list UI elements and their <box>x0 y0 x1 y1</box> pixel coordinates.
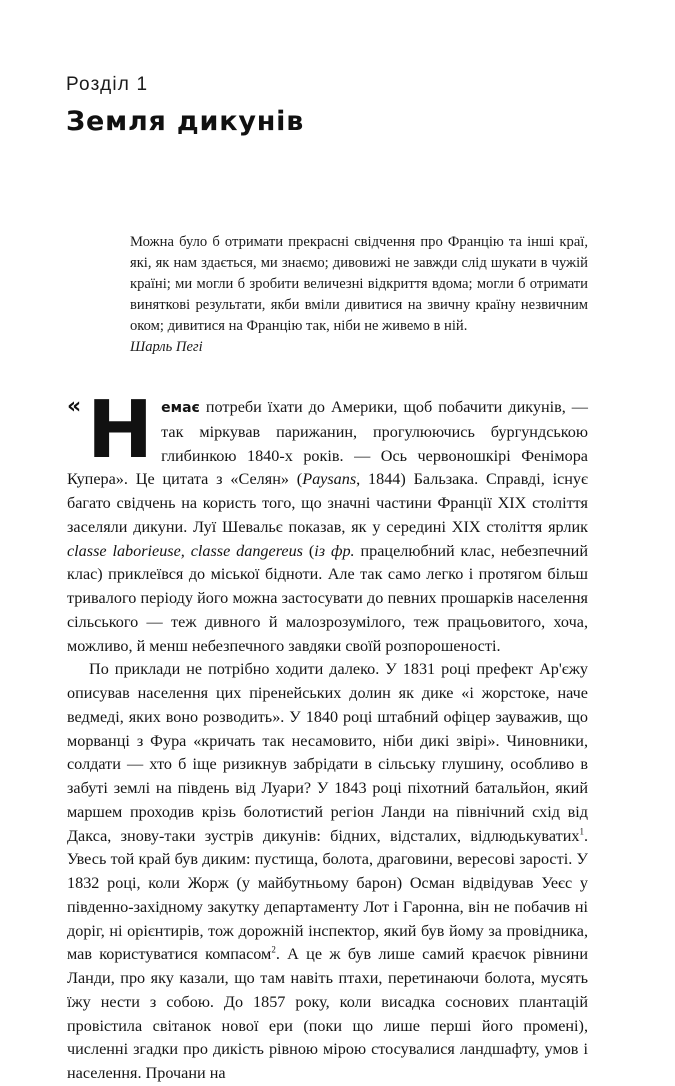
chapter-title: Земля дикунів <box>66 106 305 137</box>
footnote-ref-2[interactable]: 2 <box>271 944 276 955</box>
epigraph-author: Шарль Пегі <box>130 339 203 355</box>
opening-quote-mark: « <box>67 394 82 419</box>
paragraph-1 <box>67 384 589 658</box>
paragraph-2-text-c: . А це ж був лише самий краєчок рівнини Ланди, про яку казали, що там навіть птахи, перетинаючи болота, мусять їжу нести з собою. До 1857 року, коли висадка соснових плантацій провістила світанок нової ери (поки що лише перші його промені), численні згадки про дикість рівною мірою стосувалися ландшафту, умов і населення. Прочани на <box>67 945 589 1082</box>
drop-cap: Н <box>87 384 154 476</box>
body-text <box>67 384 589 1086</box>
italic-classe: classe laborieuse, classe dangereus <box>67 541 303 560</box>
epigraph-text: Можна було б отримати прекрасні свідчення про Францію та інші краї, які, як нам здається, ми знаємо; дивовижі не завжди слід шукати в чужій країні; ми могли б зробити величезні відкриття вдома; могли б отримати виняткові результати, якби вміли дивитися на звичну країну незвичним оком; дивитися на Францію так, ніби не живемо в ній. <box>130 234 588 334</box>
italic-paysans: Paysans <box>302 470 357 489</box>
lead-word: емає <box>161 400 200 416</box>
paragraph-2-text-a: По приклади не потрібно ходити далеко. У 1831 році префект Ар'єжу описував населення цих піренейських долин як дике «і жорстоке, наче ведмеді, яких воно розводить». У 1840 році штабний офіцер зауважив, що морванці з Фура «кричать так несамовито, ніби дикі звірі». Чиновники, солдати — хто б іще ризикнув забрідати в сільську глушину, особливо в забуті землі на південь від Луари? У 1843 році піхотний батальйон, який маршем проходив крізь болотистий регіон Ланди на північний схід від Дакса, знову-таки зустрів дикунів: бідних, відсталих, відлюдькуватих <box>67 660 588 845</box>
paragraph-1-text-d: працелюбний клас, небезпечний клас) приклеївся до міської бідноти. Але так само легко і протягом більш тривалого періоду його можна застосувати до певних прошарків населення сільського — теж дивного й малозрозумілого, теж працьовитого, хоча, можливо, й менш небезпечного завдяки своїй розпорошеності. <box>67 541 589 655</box>
footnote-ref-1[interactable]: 1 <box>579 826 584 837</box>
italic-from-french: із фр. <box>314 541 355 560</box>
paragraph-1-text-b: , 1844) Бальзака. Справді, існує багато свідчень на користь того, що значні частини Франції XIX століття заселяли дикуни. Луї Шевальє показав, як у середині XIX століття ярлик <box>67 470 588 536</box>
paragraph-2 <box>67 658 588 1086</box>
paragraph-2-text-b: . Увесь той край був диким: пустища, болота, драговини, вересові зарості. У 1832 році, коли Жорж (у майбутньому барон) Осман відвідував Уеєс у південно-західному закутку департаменту Лот і Гаронна, він не побачив ні доріг, ні орієнтирів, тож дорожній інспектор, який був йому за провідника, мав користуватися компасом <box>67 826 588 964</box>
paragraph-1-text-c: ( <box>302 541 315 560</box>
epigraph <box>130 232 588 358</box>
chapter-label: Розділ 1 <box>66 74 149 95</box>
paragraph-1-text-a: потреби їхати до Америки, щоб побачити дикунів, — так міркував парижанин, прогулюючись бургундською глибинкою 1840-х років. — Ось червоношкірі Фенімора Купера». Це цитата з «Селян» ( <box>67 398 588 489</box>
